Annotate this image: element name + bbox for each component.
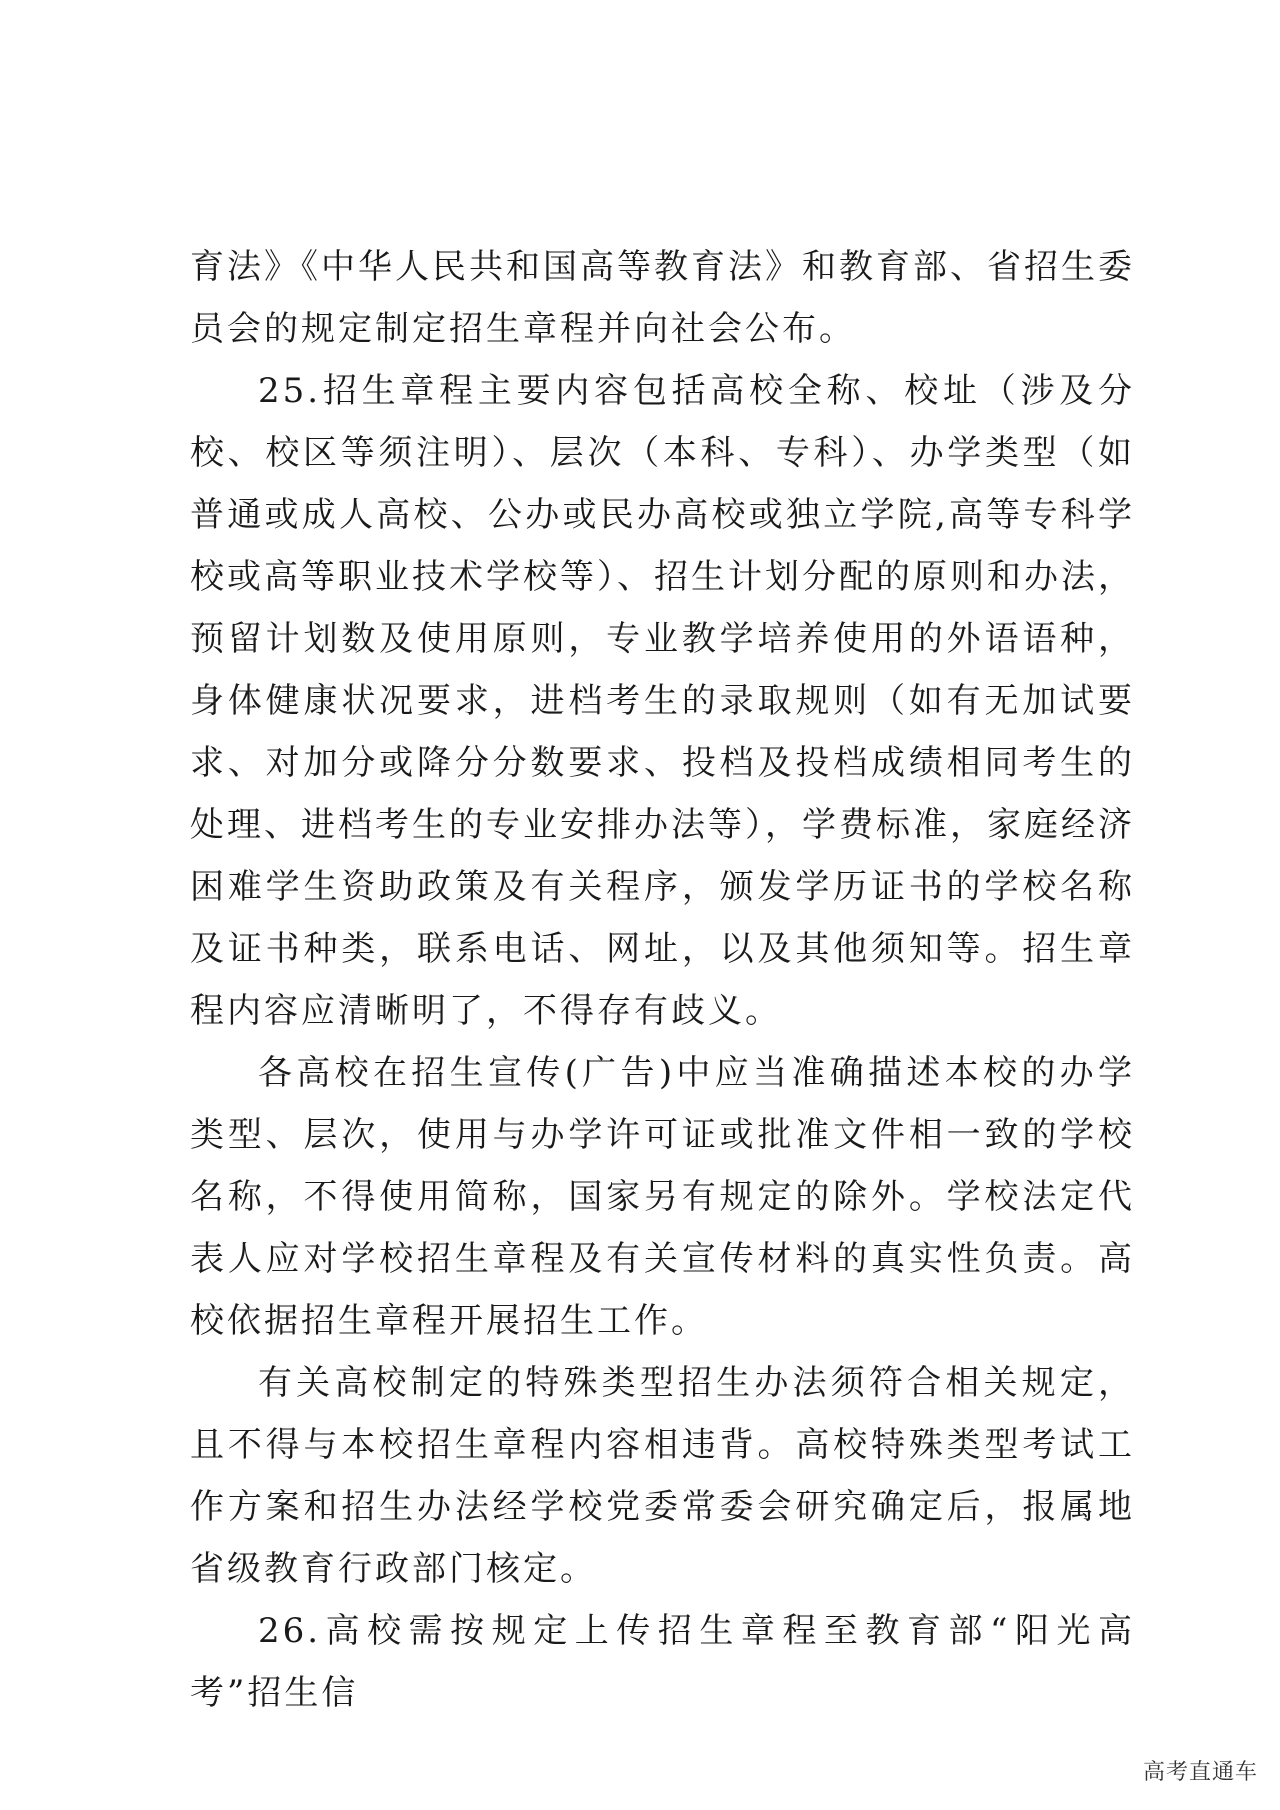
paragraph-article-26: 26.高校需按规定上传招生章程至教育部“阳光高考”招生信 (190, 1611, 1135, 1713)
paragraph-continuation: 育法》《中华人民共和国高等教育法》和教育部、省招生委员会的规定制定招生章程并向社会公布。 (190, 247, 1135, 349)
paragraph-article-25: 25.招生章程主要内容包括高校全称、校址（涉及分校、校区等须注明）、层次（本科、专科）、办学类型（如普通或成人高校、公办或民办高校或独立学院,高等专科学校或高等职业技术学校等）、招生计划分配的原则和办法，预留计划数及使用原则，专业教学培养使用的外语语种，身体健康状况要求，进档考生的录取规则（如有无加试要求、对加分或降分分数要求、投档及投档成绩相同考生的处理、进档考生的专业安排办法等），学费标准，家庭经济困难学生资助政策及有关程序，颁发学历证书的学校名称及证书种类，联系电话、网址，以及其他须知等。招生章程内容应清晰明了，不得存有歧义。 (190, 371, 1135, 1031)
paragraph-publicity: 各高校在招生宣传(广告)中应当准确描述本校的办学类型、层次，使用与办学许可证或批准文件相一致的学校名称，不得使用简称，国家另有规定的除外。学校法定代表人应对学校招生章程及有关宣传材料的真实性负责。高校依据招生章程开展招生工作。 (190, 1053, 1135, 1341)
document-body (190, 236, 1135, 1724)
paragraph-special-admission: 有关高校制定的特殊类型招生办法须符合相关规定，且不得与本校招生章程内容相违背。高校特殊类型考试工作方案和招生办法经学校党委常委会研究确定后，报属地省级教育行政部门核定。 (190, 1363, 1135, 1589)
watermark-text: 高考直通车 (1142, 1760, 1258, 1785)
